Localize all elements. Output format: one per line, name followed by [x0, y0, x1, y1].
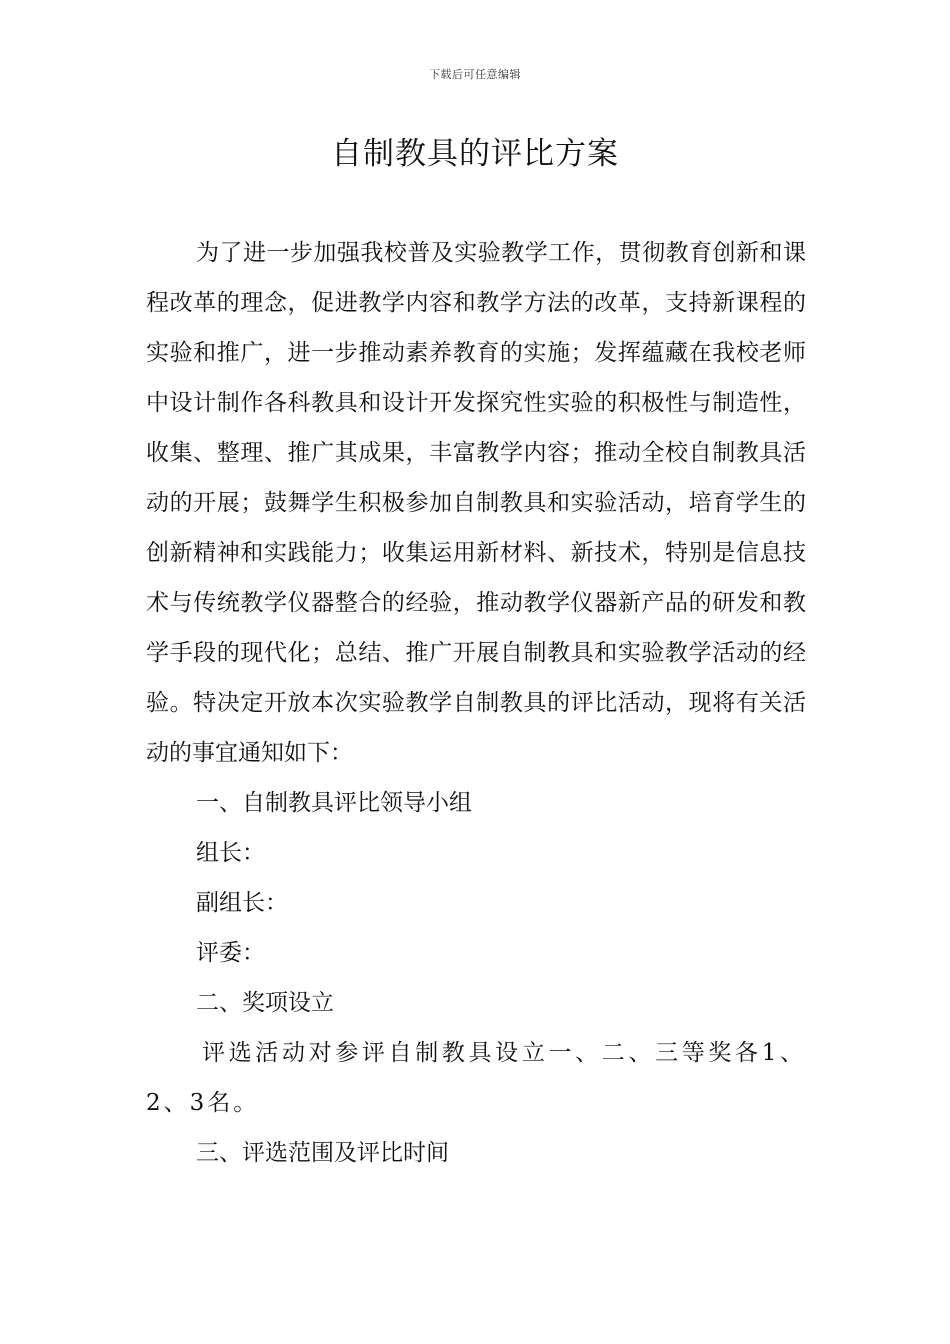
document-body — [146, 228, 806, 1178]
group-leader-line: 组长： — [196, 840, 265, 866]
section-heading-awards: 二、奖项设立 — [196, 990, 334, 1016]
intro-paragraph: 为了进一步加强我校普及实验教学工作，贯彻教育创新和课程改革的理念，促进教学内容和教学方法的改革，支持新课程的实验和推广，进一步推动素养教育的实施；发挥蕴藏在我校老师中设计制作各科教具和设计开发探究性实验的积极性与制造性，收集、整理、推广其成果，丰富教学内容；推动全校自制教具活动的开展；鼓舞学生积极参加自制教具和实验活动，培育学生的创新精神和实践能力；收集运用新材料、新技术，特别是信息技术与传统教学仪器整合的经验，推动教学仪器新产品的研发和教学手段的现代化；总结、推广开展自制教具和实验教学活动的经验。特决定开放本次实验教学自制教具的评比活动，现将有关活动的事宜通知如下： — [146, 240, 806, 766]
document-title: 自制教具的评比方案 — [331, 136, 619, 172]
judges-line: 评委： — [196, 940, 265, 966]
section-heading-scope-and-time: 三、评选范围及评比时间 — [196, 1140, 449, 1166]
deputy-leader-line: 副组长： — [196, 890, 288, 916]
section-heading-leadership-group: 一、自制教具评比领导小组 — [196, 790, 472, 816]
header-note: 下载后可任意编辑 — [429, 68, 521, 81]
awards-paragraph: 评选活动对参评自制教具设立一、二、三等奖各1、2、3名。 — [146, 1040, 806, 1116]
